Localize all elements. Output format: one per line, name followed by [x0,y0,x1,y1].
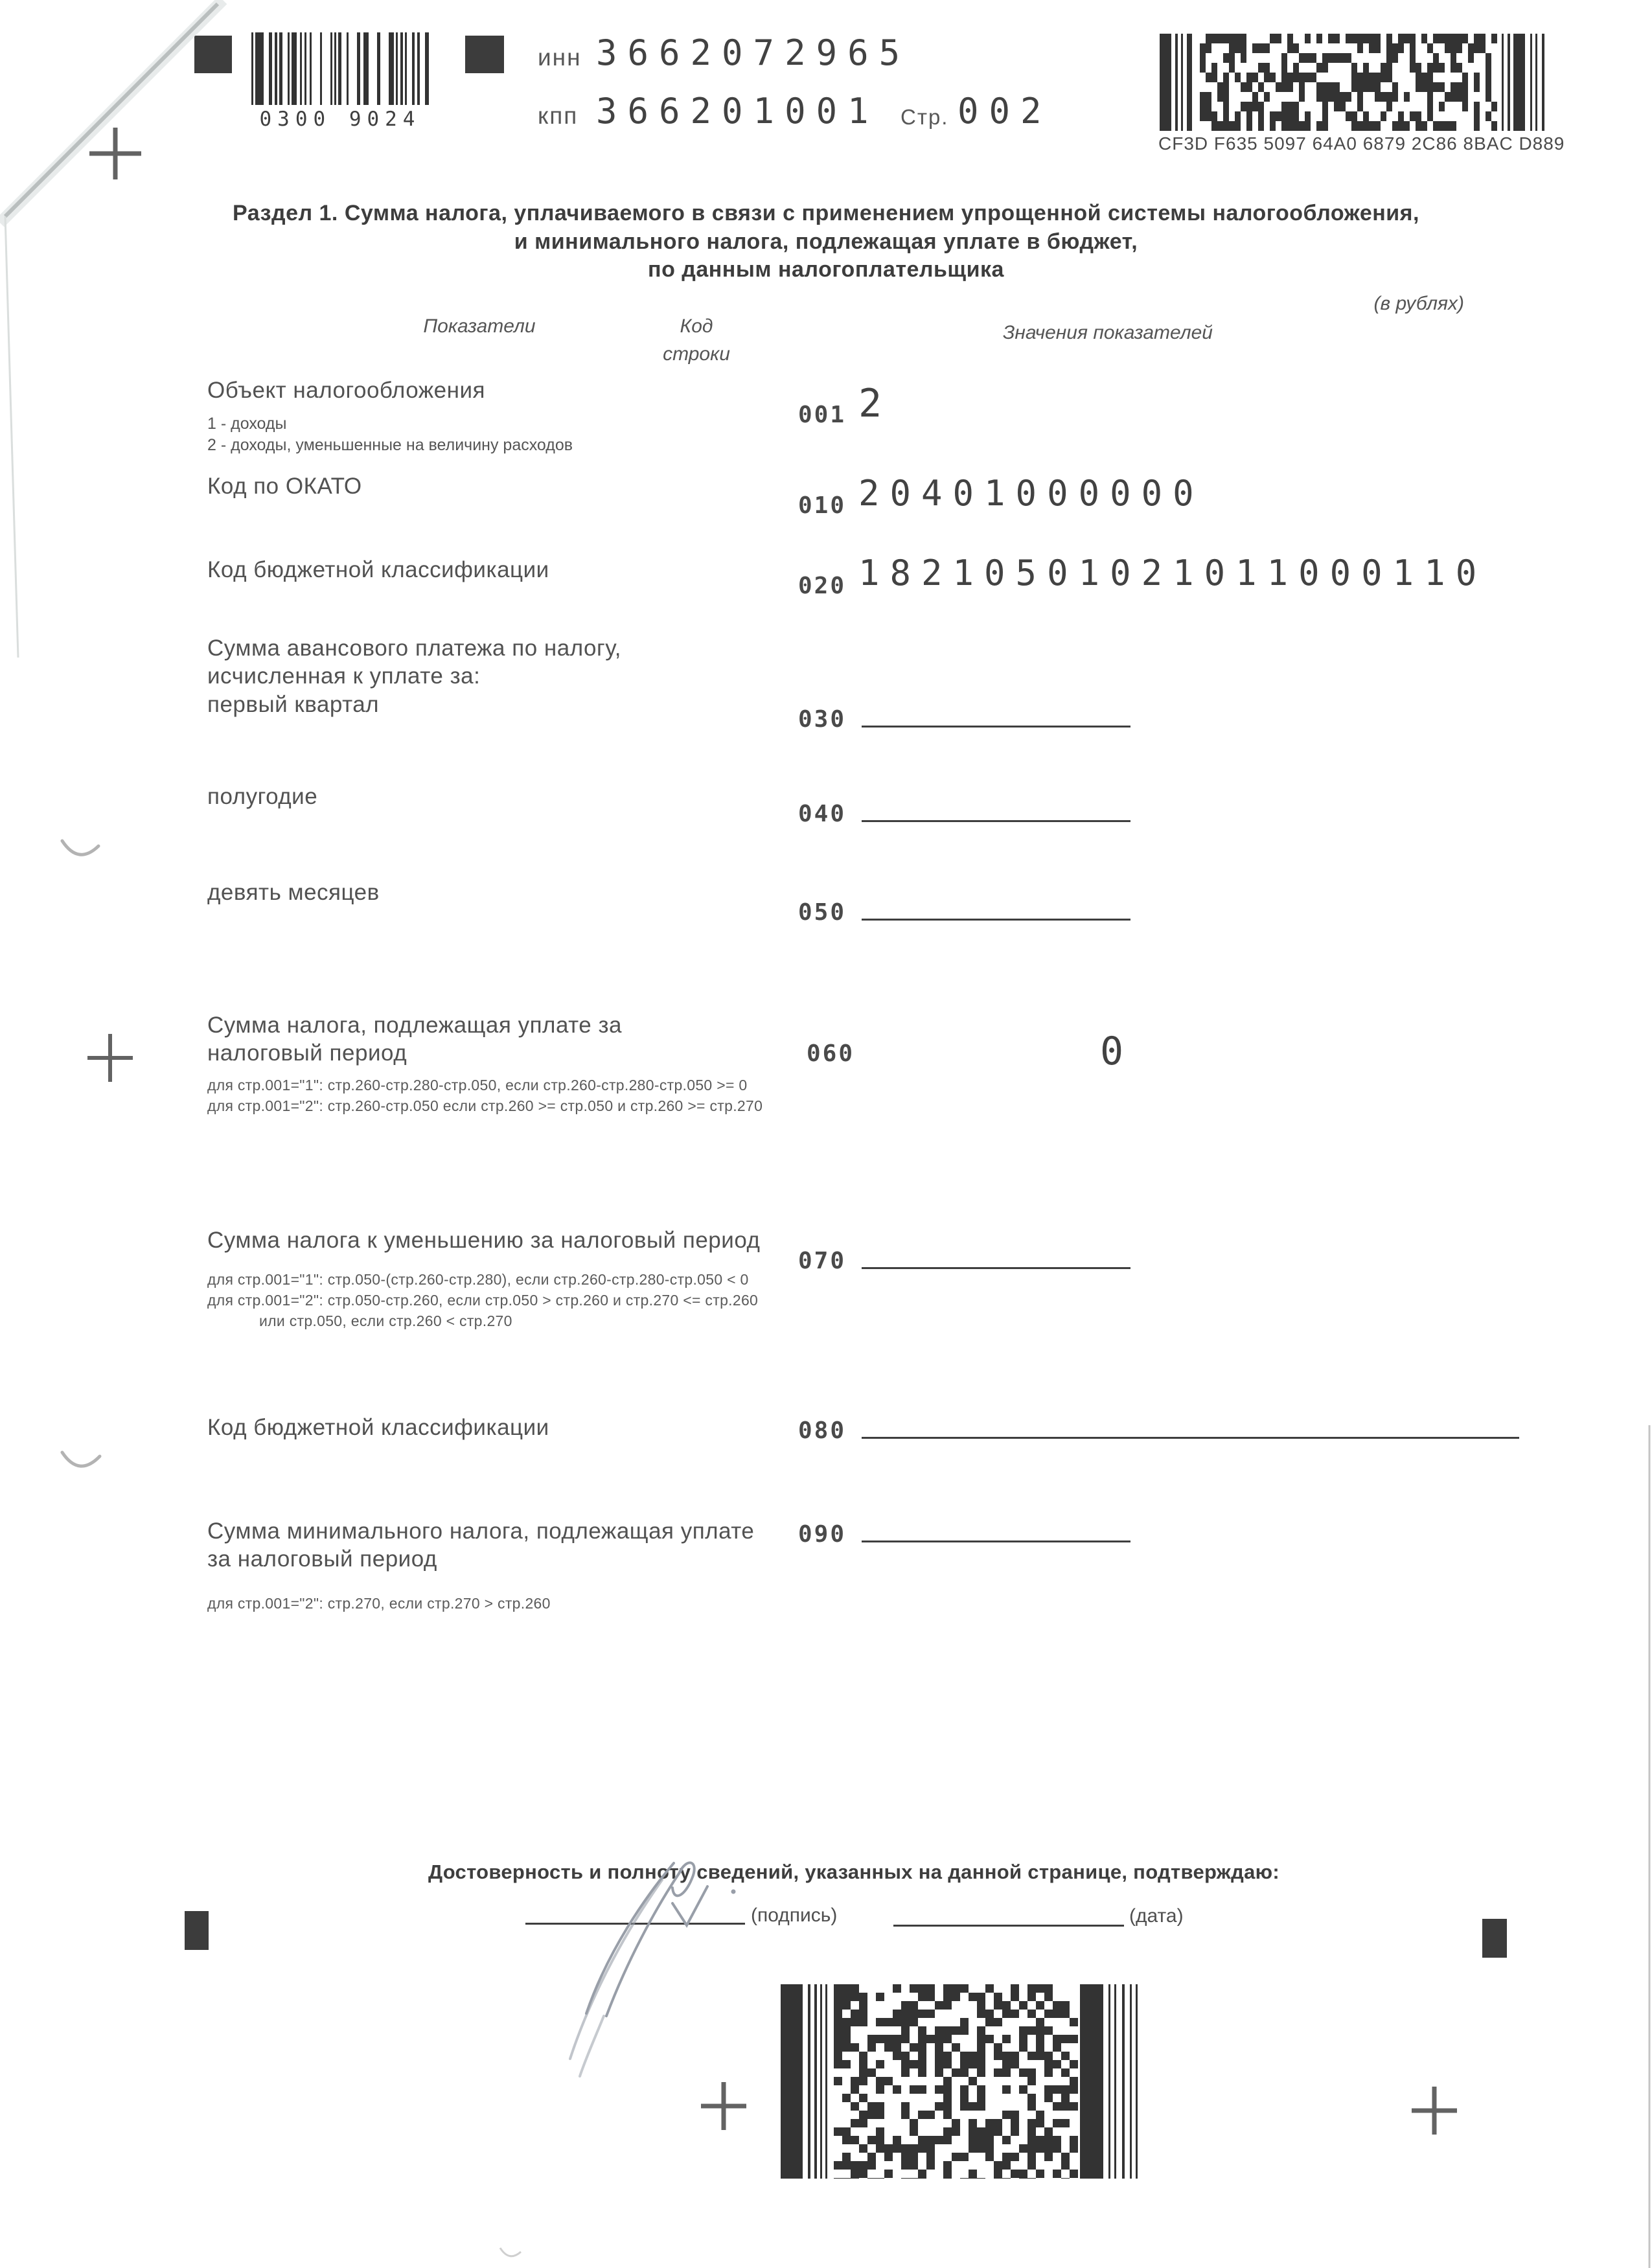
row-080-code: 080 [798,1417,847,1444]
row-030-label: первый квартал [207,692,380,717]
col-header-values: Значения показателей [1002,322,1213,343]
form-code-barcode [251,32,431,105]
crescent-smudge-1 [62,841,98,854]
stray-pen-mark [500,2248,521,2256]
registration-square-footer-left [185,1911,209,1950]
kpp-value: 366201001 [596,91,879,132]
advance-section-label-line1: Сумма авансового платежа по налогу, [207,636,621,661]
row-001-value: 2 [858,381,889,426]
registration-square-top-mid [465,36,504,73]
row-010-code: 010 [798,492,847,519]
handwritten-signature [570,1862,736,2076]
col-header-code-line2: строки [663,343,730,365]
row-050-label: девять месяцев [207,880,380,905]
row-040-value-blank [862,820,1130,822]
row-020-label: Код бюджетной классификации [207,557,549,582]
inn-value: 3662072965 [596,32,911,73]
date-caption: (дата) [1129,1905,1184,1927]
plus-mark-top-left [89,128,141,179]
form-code-digits: 0300 9024 [259,108,421,131]
row-080-value-blank [862,1437,1519,1439]
row-060-code: 060 [807,1040,855,1067]
row-001-option2: 2 - доходы, уменьшенные на величину расходов [207,436,573,454]
row-060-note1: для стр.001="1": стр.260-стр.280-стр.050, если стр.260-стр.280-стр.050 >= 0 [207,1077,748,1094]
kpp-label: кпп [538,102,579,129]
row-050-code: 050 [798,899,847,926]
page-number-value: 002 [958,91,1052,132]
row-090-label-line1: Сумма минимального налога, подлежащая уплате [207,1518,755,1544]
barcode-hex-string: CF3D F635 5097 64A0 6879 2C86 8BAC D889 [1158,133,1565,154]
confirmation-statement: Достоверность и полноту сведений, указанных на данной странице, подтверждаю: [428,1861,1280,1883]
row-020-code: 020 [798,573,847,599]
registration-square-footer-right [1482,1919,1507,1958]
fold-line-mark [0,0,223,658]
date-line [893,1925,1124,1927]
units-note: (в рублях) [1373,293,1464,314]
row-060-value: 0 [1100,1029,1130,1074]
row-070-value-blank [862,1267,1130,1269]
row-060-label-line1: Сумма налога, подлежащая уплате за [207,1013,622,1038]
inn-label: инн [538,44,582,71]
col-header-code-line1: Код [680,315,713,337]
signature-caption: (подпись) [751,1905,838,1926]
page-number-label: Стр. [901,105,949,129]
advance-section-label-line2: исчисленная к уплате за: [207,663,481,689]
pdf417-barcode-top [1160,34,1548,131]
pdf417-barcode-bottom [781,1984,1140,2179]
row-090-label-line2: за налоговый период [207,1546,437,1572]
row-070-label: Сумма налога к уменьшению за налоговый период [207,1228,761,1253]
row-060-note2: для стр.001="2": стр.260-стр.050 если стр.260 >= стр.050 и стр.260 >= стр.270 [207,1097,763,1114]
row-070-note3: или стр.050, если стр.260 < стр.270 [259,1312,512,1329]
plus-mark-bottom-left [701,2082,746,2130]
col-header-indicators: Показатели [423,315,536,337]
registration-square-top-left [194,36,232,73]
row-001-label: Объект налогообложения [207,378,485,403]
plus-mark-mid-left [87,1034,133,1082]
row-050-value-blank [862,919,1130,921]
plus-mark-bottom-right [1412,2087,1457,2135]
row-030-code: 030 [798,706,847,733]
row-090-note1: для стр.001="2": стр.270, если стр.270 > стр.260 [207,1595,551,1612]
section-title-line1: Раздел 1. Сумма налога, уплачиваемого в связи с применением упрощенной системы налогообложения, [233,201,1419,225]
row-010-label: Код по ОКАТО [207,474,362,499]
row-020-value: 18210501021011000110 [858,553,1487,593]
row-080-label: Код бюджетной классификации [207,1415,549,1440]
row-030-value-blank [862,726,1130,727]
row-070-code: 070 [798,1248,847,1274]
row-060-label-line2: налоговый период [207,1040,407,1066]
row-001-option1: 1 - доходы [207,415,287,433]
row-010-value: 20401000000 [858,473,1204,514]
crescent-smudge-2 [62,1452,100,1466]
row-070-note2: для стр.001="2": стр.050-стр.260, если стр.050 > стр.260 и стр.270 <= стр.260 [207,1292,759,1309]
section-title-line3: по данным налогоплательщика [648,257,1004,282]
row-070-note1: для стр.001="1": стр.050-(стр.260-стр.280), если стр.260-стр.280-стр.050 < 0 [207,1271,749,1288]
signature-line [525,1923,745,1925]
row-001-code: 001 [798,402,847,428]
section-title-line2: и минимального налога, подлежащая уплате в бюджет, [514,229,1138,254]
row-090-value-blank [862,1541,1130,1542]
row-040-label: полугодие [207,784,318,809]
row-090-code: 090 [798,1521,847,1548]
row-040-code: 040 [798,801,847,827]
